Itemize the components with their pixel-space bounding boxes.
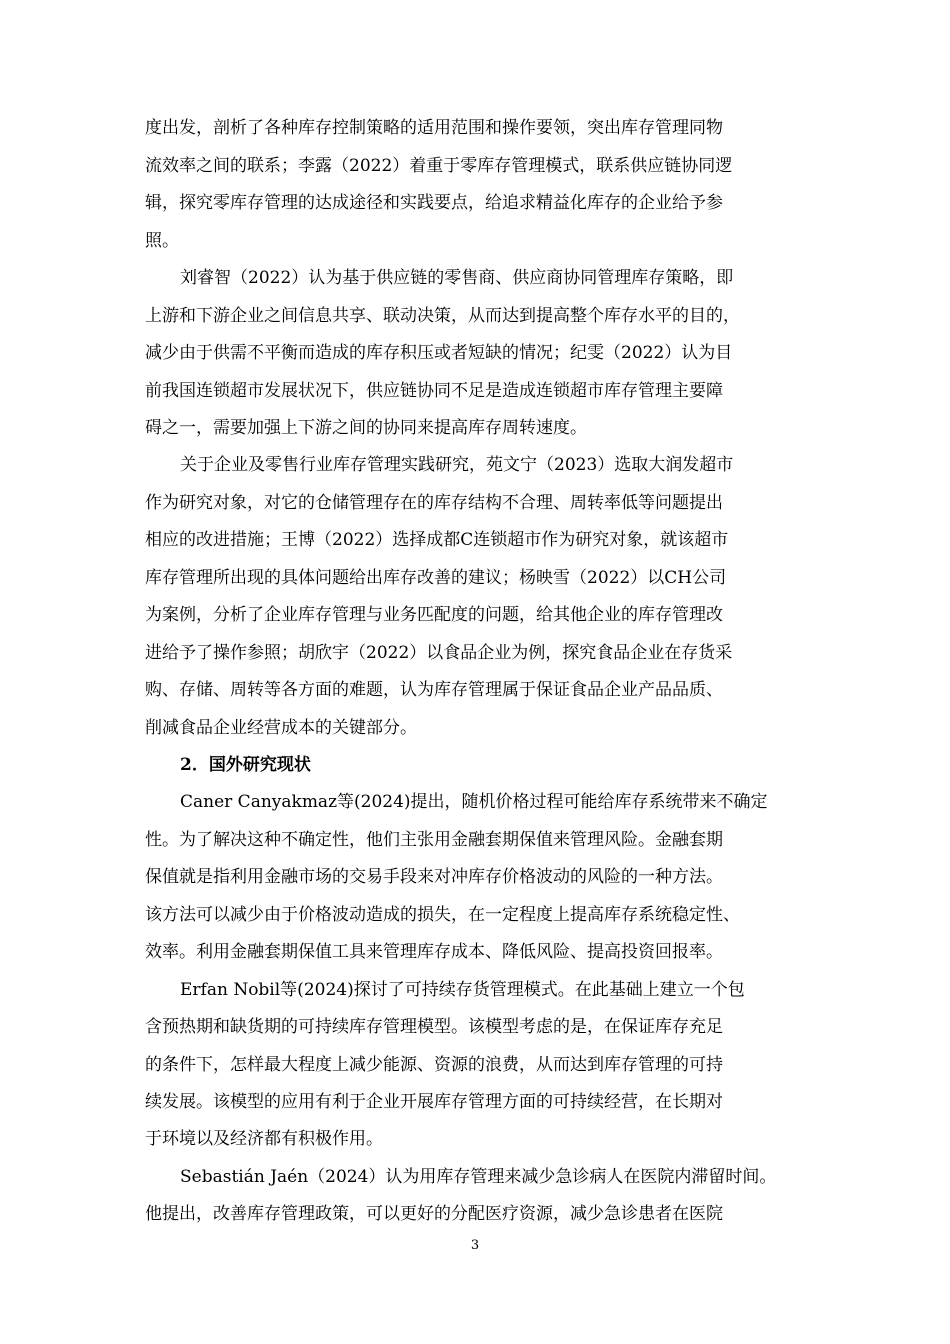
text-line: 进给予了操作参照；胡欣宇（2022）以食品企业为例，探究食品企业在存货采: [145, 643, 733, 663]
paragraph-first-line: Erfan Nobil等(2024)探讨了可持续存货管理模式。在此基础上建立一个包: [180, 980, 745, 1000]
page-number: 3: [470, 1238, 480, 1253]
text-line: 减少由于供需不平衡而造成的库存积压或者短缺的情况；纪雯（2022）认为目: [145, 343, 733, 363]
paragraph-first-line: 关于企业及零售行业库存管理实践研究，苑文宁（2023）选取大润发超市: [180, 455, 734, 475]
text-line: 该方法可以减少由于价格波动造成的损失，在一定程度上提高库存系统稳定性、: [145, 905, 740, 925]
text-line: 性。为了解决这种不确定性，他们主张用金融套期保值来管理风险。金融套期: [145, 830, 723, 850]
text-line: 前我国连锁超市发展状况下，供应链协同不足是造成连锁超市库存管理主要障: [145, 381, 723, 401]
text-line: 购、存储、周转等各方面的难题，认为库存管理属于保证食品企业产品品质、: [145, 680, 723, 700]
text-line: 作为研究对象，对它的仓储管理存在的库存结构不合理、周转率低等问题提出: [145, 493, 723, 513]
text-line: 的条件下，怎样最大程度上减少能源、资源的浪费，从而达到库存管理的可持: [145, 1055, 723, 1075]
paragraph-first-line: Sebastián Jaén（2024）认为用库存管理来减少急诊病人在医院内滞留时间。: [180, 1167, 777, 1187]
text-line: 照。: [145, 231, 179, 251]
text-line: 为案例，分析了企业库存管理与业务匹配度的问题，给其他企业的库存管理改: [145, 605, 723, 625]
text-line: 碍之一，需要加强上下游之间的协同来提高库存周转速度。: [145, 418, 587, 438]
text-line: 辑，探究零库存管理的达成途径和实践要点，给追求精益化库存的企业给予参: [145, 193, 723, 213]
section-heading: 2．国外研究现状: [180, 755, 311, 775]
text-line: 续发展。该模型的应用有利于企业开展库存管理方面的可持续经营，在长期对: [145, 1092, 723, 1112]
text-line: 库存管理所出现的具体问题给出库存改善的建议；杨映雪（2022）以CH公司: [145, 568, 727, 588]
text-line: 度出发，剖析了各种库存控制策略的适用范围和操作要领，突出库存管理同物: [145, 118, 723, 138]
paragraph-first-line: 刘睿智（2022）认为基于供应链的零售商、供应商协同管理库存策略，即: [180, 268, 734, 288]
paragraph-first-line: Caner Canyakmaz等(2024)提出，随机价格过程可能给库存系统带来不确定: [180, 792, 768, 812]
text-line: 相应的改进措施；王博（2022）选择成都C连锁超市作为研究对象，就该超市: [145, 530, 729, 550]
text-line: 保值就是指利用金融市场的交易手段来对冲库存价格波动的风险的一种方法。: [145, 867, 723, 887]
text-line: 他提出，改善库存管理政策，可以更好的分配医疗资源，减少急诊患者在医院: [145, 1204, 723, 1224]
text-line: 削减食品企业经营成本的关键部分。: [145, 718, 417, 738]
text-line: 上游和下游企业之间信息共享、联动决策，从而达到提高整个库存水平的目的，: [145, 306, 740, 326]
text-line: 于环境以及经济都有积极作用。: [145, 1129, 383, 1149]
text-line: 含预热期和缺货期的可持续库存管理模型。该模型考虑的是，在保证库存充足: [145, 1017, 723, 1037]
text-line: 效率。利用金融套期保值工具来管理库存成本、降低风险、提高投资回报率。: [145, 942, 723, 962]
text-line: 流效率之间的联系；李露（2022）着重于零库存管理模式，联系供应链协同逻: [145, 156, 733, 176]
